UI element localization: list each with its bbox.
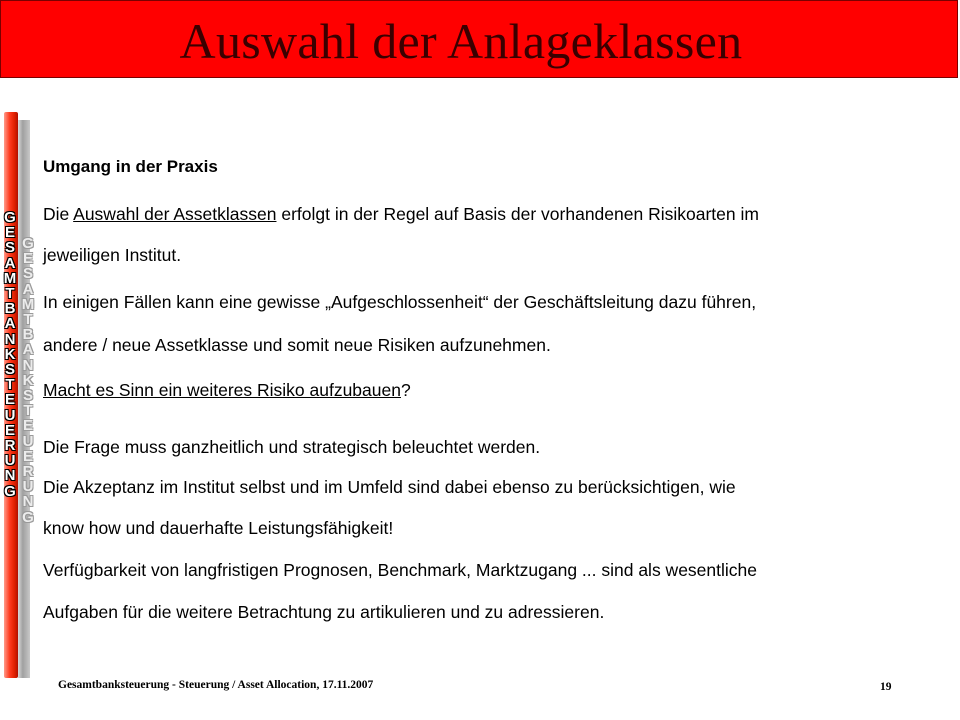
sidebar-letter: U [4, 406, 16, 424]
sidebar-letter: M [21, 295, 35, 313]
sidebar-letter: S [4, 361, 15, 379]
paragraph-5-line-1: Verfügbarkeit von langfristigen Prognosen, Benchmark, Marktzugang ... sind als wesentliche [43, 560, 757, 580]
sidebar-letter: U [22, 478, 34, 496]
sidebar-letter: E [4, 421, 15, 439]
sidebar-letter: E [22, 447, 33, 465]
sidebar-letter: G [4, 209, 16, 226]
sidebar-letter: A [22, 280, 34, 298]
sidebar-letter: E [22, 250, 33, 268]
paragraph-5-line-2: Aufgaben für die weitere Betrachtung zu artikulieren und zu adressieren. [43, 602, 605, 622]
page-number: 19 [880, 681, 892, 693]
sidebar-letter: B [22, 326, 34, 344]
question-line: Macht es Sinn ein weiteres Risiko aufzubauen? [43, 380, 411, 400]
sidebar-letter: N [4, 467, 16, 485]
title-bar [0, 0, 958, 78]
sidebar-letter: G [22, 508, 34, 526]
sidebar-letter: R [4, 437, 16, 455]
paragraph-2-line-1: In einigen Fällen kann eine gewisse „Aufgeschlossenheit“ der Geschäftsleitung dazu führen, [43, 292, 757, 312]
body-heading: Umgang in der Praxis [43, 157, 218, 176]
sidebar-letter: A [4, 254, 16, 272]
sidebar-letter: S [22, 387, 33, 405]
slide-title: Auswahl der Anlageklassen [179, 13, 743, 69]
sidebar-letter: N [22, 356, 34, 374]
paragraph-3: Die Frage muss ganzheitlich und strategisch beleuchtet werden. [43, 437, 541, 457]
sidebar-letter: G [4, 482, 16, 500]
paragraph-4-line-1: Die Akzeptanz im Institut selbst und im Umfeld sind dabei ebenso zu berücksichtigen, wie [43, 477, 736, 497]
sidebar-letter: T [23, 311, 33, 329]
sidebar-letter: M [3, 269, 17, 287]
sidebar-letter: U [4, 452, 16, 470]
sidebar-letter: A [22, 341, 34, 359]
sidebar-letter: R [22, 463, 34, 481]
sidebar-letter: K [22, 371, 34, 389]
paragraph-1-line-2: jeweiligen Institut. [43, 245, 182, 265]
sidebar-letter: G [22, 235, 34, 252]
sidebar-letter: B [4, 300, 16, 318]
sidebar-word [2, 210, 18, 499]
sidebar-letter: E [4, 224, 15, 242]
sidebar-letter: K [4, 345, 16, 363]
paragraph-2-line-2: andere / neue Assetklasse und somit neue Risiken aufzunehmen. [43, 335, 551, 355]
sidebar-letter: T [23, 402, 33, 420]
assetklassen-link[interactable]: Auswahl der Assetklassen [73, 204, 277, 224]
footer-text: Gesamtbanksteuerung - Steuerung / Asset Allocation, 17.11.2007 [58, 679, 374, 691]
sidebar-letter: N [4, 330, 16, 348]
sidebar-letter: E [22, 417, 33, 435]
sidebar-letter: E [4, 391, 15, 409]
paragraph-1-line-1: Die Auswahl der Assetklassen erfolgt in der Regel auf Basis der vorhandenen Risikoarten im [43, 204, 759, 224]
sidebar-letter: N [22, 493, 34, 511]
sidebar-letter: T [5, 285, 15, 303]
sidebar-letter: U [22, 432, 34, 450]
paragraph-4-line-2: know how und dauerhafte Leistungsfähigkeit! [43, 518, 394, 538]
sidebar-letter: S [4, 239, 15, 257]
sidebar-letter: S [22, 265, 33, 283]
question-link[interactable]: Macht es Sinn ein weiteres Risiko aufzubauen [43, 380, 401, 400]
sidebar-letter: T [5, 376, 15, 394]
sidebar-word-shadow [20, 236, 36, 525]
sidebar-letter: A [4, 315, 16, 333]
